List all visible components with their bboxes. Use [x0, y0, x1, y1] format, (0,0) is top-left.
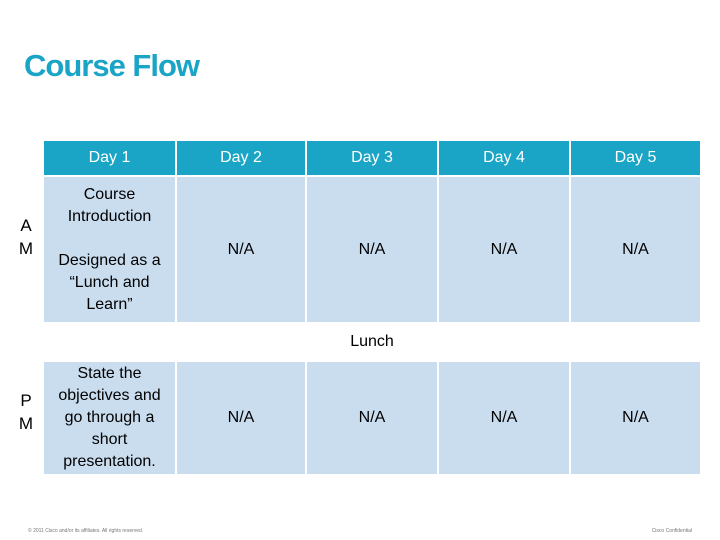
copyright-footer: © 2011 Cisco and/or its affiliates. All rights reserved. — [28, 528, 144, 534]
header-day-3: Day 3 — [306, 140, 438, 176]
confidential-footer: Cisco Confidential — [651, 528, 692, 534]
am-row — [43, 176, 701, 323]
header-day-1: Day 1 — [43, 140, 176, 176]
pm-row — [43, 361, 701, 475]
am-day-3-cell: N/A — [306, 176, 438, 323]
pm-day-2-cell: N/A — [176, 361, 306, 475]
pm-day-1-cell: State the objectives and go through a short presentation. — [43, 361, 176, 475]
course-flow-table — [42, 139, 702, 476]
am-day-2-cell: N/A — [176, 176, 306, 323]
slide-title: Course Flow — [24, 48, 200, 83]
header-day-5: Day 5 — [570, 140, 701, 176]
am-label: A M — [18, 216, 34, 258]
header-day-2: Day 2 — [176, 140, 306, 176]
am-day-1-cell: Course Introduction Designed as a “Lunch and Learn” — [43, 176, 176, 323]
pm-label: P M — [18, 391, 34, 433]
am-day-5-cell: N/A — [570, 176, 701, 323]
header-day-4: Day 4 — [438, 140, 570, 176]
lunch-cell: Lunch — [43, 323, 701, 361]
am-day-4-cell: N/A — [438, 176, 570, 323]
lunch-row — [43, 323, 701, 361]
header-row — [43, 140, 701, 176]
pm-day-3-cell: N/A — [306, 361, 438, 475]
pm-day-4-cell: N/A — [438, 361, 570, 475]
pm-day-5-cell: N/A — [570, 361, 701, 475]
